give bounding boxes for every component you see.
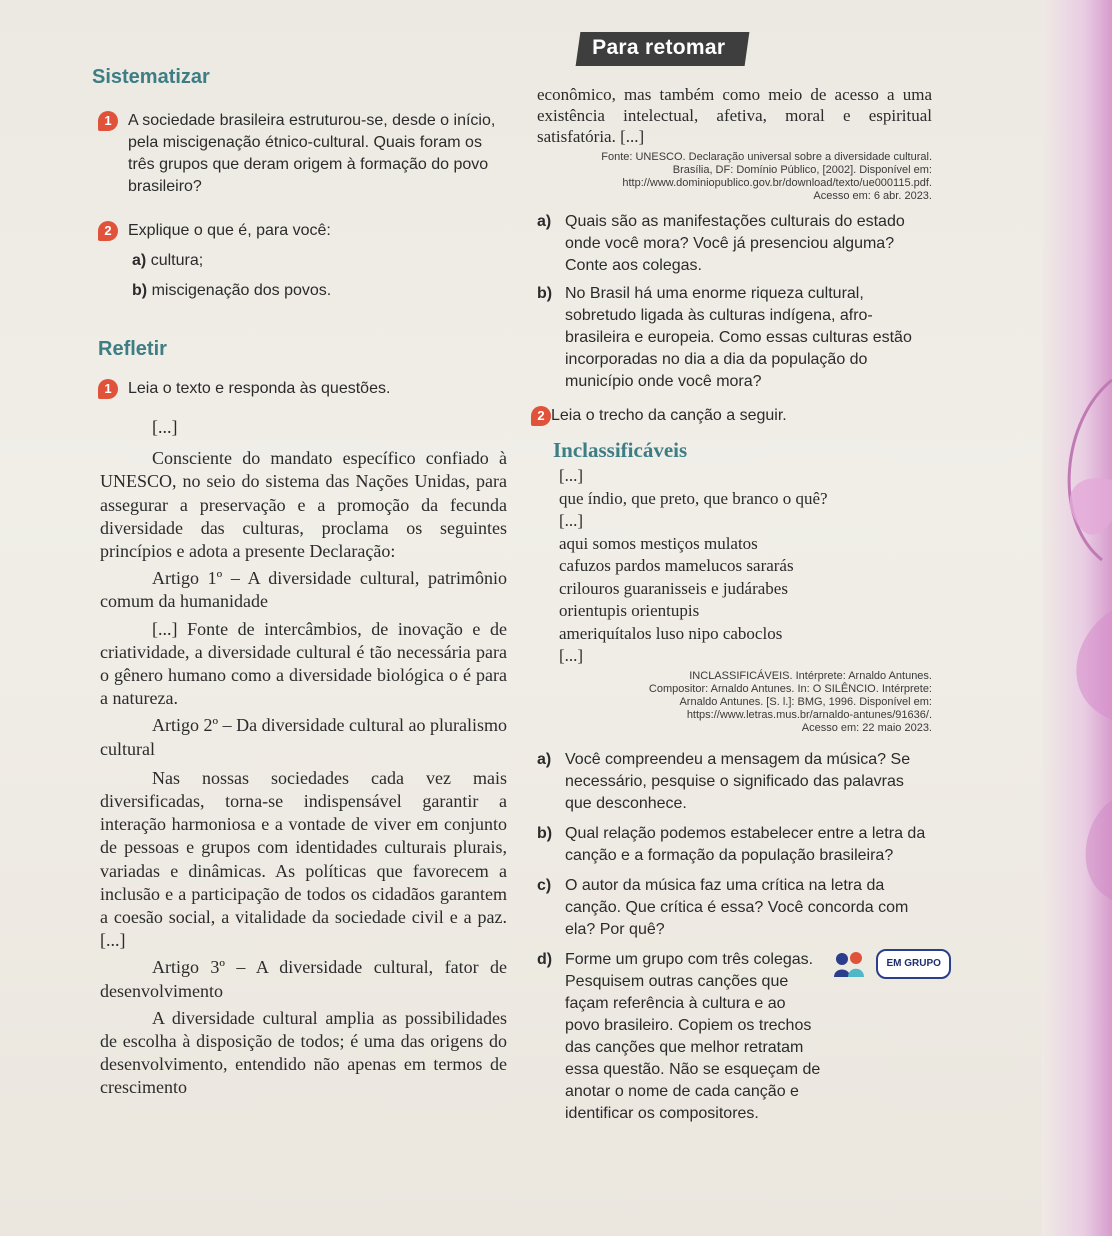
- question-number-badge: 1: [98, 111, 118, 131]
- excerpt-continuation: econômico, mas também como meio de acesso a uma existência intelectual, afetiva, moral e espiritual satisfatória. [...]: [537, 85, 932, 146]
- song-lyrics: [...] que índio, que preto, que branco o quê? [...] aqui somos mestiços mulatos cafuzos pardos mamelucos sararás crilouros guaranisseis e judárabes orientupis orientupis ameriquítalos luso nipo caboclos [...]: [559, 466, 828, 665]
- sistematizar-question-1: 1 A sociedade brasileira estruturou-se, desde o início, pela miscigenação étnico-cultural. Quais foram os três grupos que deram origem à formação do povo brasileiro?: [92, 110, 507, 198]
- sistematizar-q2-b: b) miscigenação dos povos.: [132, 282, 332, 299]
- section-banner: [150, 6, 1010, 66]
- left-column: [92, 66, 507, 1100]
- group-badge: EM GRUPO: [876, 949, 950, 979]
- song-title: Inclassificáveis: [553, 438, 688, 462]
- group-work-icon: [832, 949, 952, 985]
- refletir-q2-d: d) Forme um grupo com três colegas. Pesquisem outras canções que façam referência à cultura e ao povo brasileiro. Copiem os trechos das canções que melhor retratam essa questão. Não se esqueçam de anotar o nome de cada canção e identificar os compositores.: [537, 950, 821, 1122]
- refletir-q2-b: b) Qual relação podemos estabelecer entre a letra da canção e a formação da população brasileira?: [537, 824, 926, 864]
- refletir-q2-a: a) Você compreendeu a mensagem da música? Se necessário, pesquise o significado das palavras que desconhece.: [537, 750, 911, 812]
- refletir-q1-b: b) No Brasil há uma enorme riqueza cultural, sobretudo ligada às culturas indígena, afro-brasileira e europeia. Como essas culturas estão incorporadas no dia a dia da população do município onde você mora?: [537, 285, 912, 390]
- banner-title: Para retomar: [576, 32, 750, 66]
- sistematizar-heading: Sistematizar: [92, 66, 210, 88]
- refletir-q2-c: c) O autor da música faz uma crítica na letra da canção. Que crítica é essa? Você concorda com ela? Por quê?: [537, 876, 909, 938]
- floral-decoration: [1042, 0, 1112, 1236]
- refletir-question-2: 2 Leia o trecho da canção a seguir.: [525, 405, 932, 427]
- right-column: [537, 84, 941, 1125]
- refletir-question-1: 1 Leia o texto e responda às questões.: [92, 378, 507, 400]
- sistematizar-q2-a: a) cultura;: [132, 252, 204, 269]
- refletir-q2-d-wrapper: [537, 949, 941, 1125]
- declaration-excerpt: [...] Consciente do mandato específico confiado à UNESCO, no seio do sistema das Nações Unidas, para assegurar a preservação e a promoção da fecunda diversidade das culturas, proclama os seguintes princípios e adota a presente Declaração: Artigo 1º – A diversidade cultural, patrimônio comum da humanidade [...] Fonte de intercâmbios, de inovação e de criatividade, a diversidade cultural é tão necessária para o gênero humano como a diversidade biológica o é para a natureza. Artigo 2º – Da diversidade cultural ao pluralismo cultural Nas nossas sociedades cada vez mais diversificadas, torna-se indispensável garantir a interação harmoniosa e a vontade de viver em conjunto de pessoas e grupos com identidades culturais plurais, variadas e dinâmicas. As políticas que favorecem a inclusão e a participação de todos os cidadãos garantem a coesão social, a vitalidade da sociedade civil e a paz. [...] Artigo 3º – A diversidade cultural, fator de desenvolvimento A diversidade cultural amplia as possibilidades de escolha à disposição de todos; é uma das origens do desenvolvimento, entendido não apenas em termos de crescimento: [100, 417, 507, 1098]
- sistematizar-question-2: 2 Explique o que é, para você:: [92, 220, 507, 242]
- question-number-badge: 2: [98, 221, 118, 241]
- refletir-q1-a: a) Quais são as manifestações culturais do estado onde você mora? Você já presenciou alguma? Conte aos colegas.: [537, 213, 905, 274]
- question-number-badge: 1: [98, 379, 118, 399]
- source-unesco: Fonte: UNESCO. Declaração universal sobre a diversidade cultural. Brasília, DF: Domínio Público, [2002]. Disponível em: http://www.dominiopublico.gov.br/download/texto/ue000115.pdf. Acesso em: 6 abr. 2023.: [601, 151, 932, 202]
- question-number-badge: 2: [531, 406, 551, 426]
- refletir-heading: Refletir: [98, 338, 167, 360]
- source-song: INCLASSIFICÁVEIS. Intérprete: Arnaldo Antunes. Compositor: Arnaldo Antunes. In: O SILÊNCIO. Intérprete: Arnaldo Antunes. [S. l.]: BMG, 1996. Disponível em: https://www.letras.mus.br/arnaldo-antunes/91636/. Acesso em: 22 maio 2023.: [648, 669, 932, 734]
